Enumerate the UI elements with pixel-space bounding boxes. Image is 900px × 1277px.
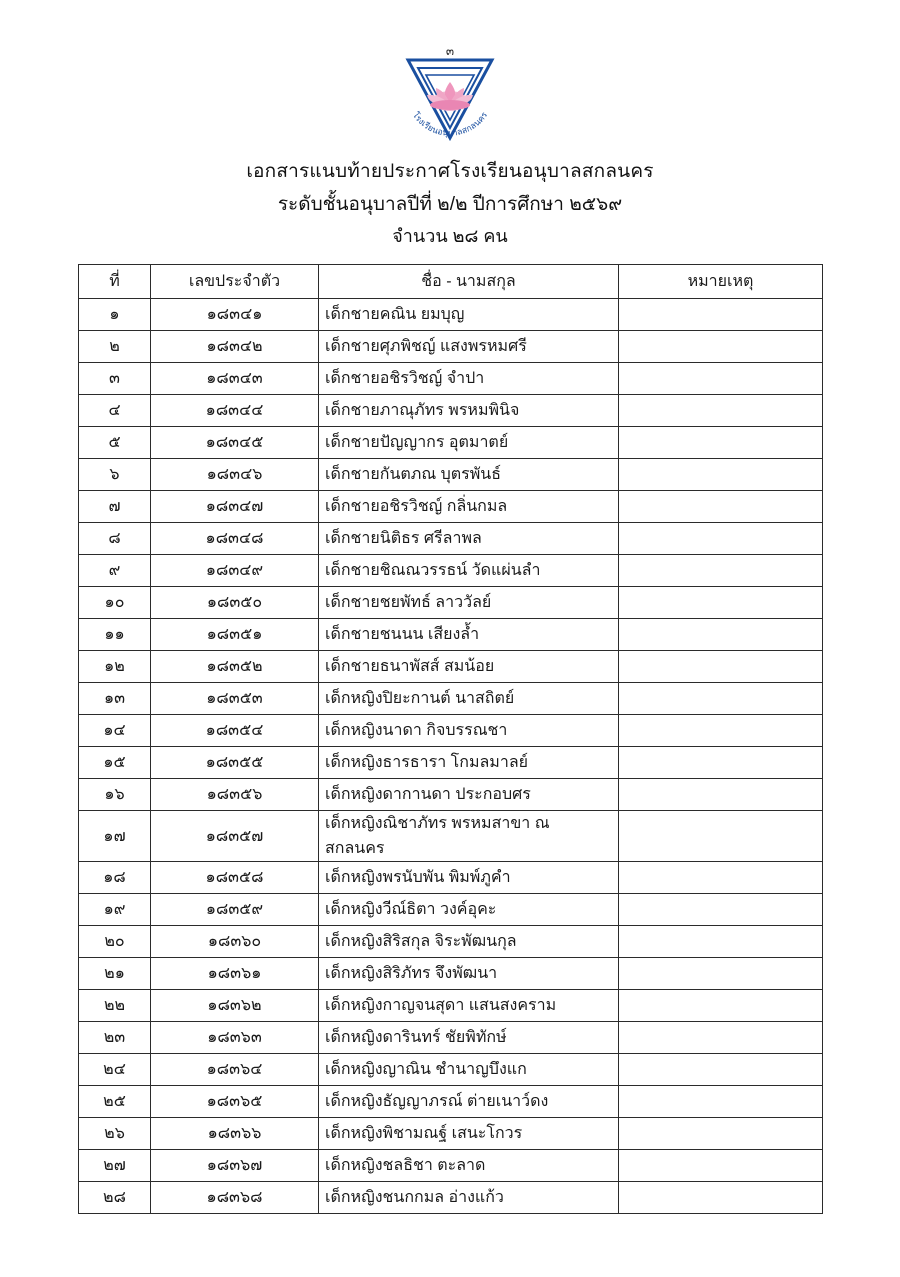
cell-no: ๒ <box>79 331 151 363</box>
column-header-note: หมายเหตุ <box>619 265 823 299</box>
table-row <box>79 779 823 811</box>
cell-note <box>619 926 823 958</box>
cell-note <box>619 459 823 491</box>
cell-student-id: ๑๘๓๕๐ <box>151 587 319 619</box>
cell-note <box>619 1086 823 1118</box>
cell-note <box>619 811 823 862</box>
cell-no: ๒๓ <box>79 1022 151 1054</box>
table-row <box>79 862 823 894</box>
cell-no: ๑๕ <box>79 747 151 779</box>
cell-no: ๑๗ <box>79 811 151 862</box>
cell-no: ๒๑ <box>79 958 151 990</box>
cell-no: ๒๔ <box>79 1054 151 1086</box>
cell-student-name: เด็กชายชนนน เสียงล้ำ <box>319 619 619 651</box>
cell-student-name: เด็กหญิงดารินทร์ ชัยพิทักษ์ <box>319 1022 619 1054</box>
cell-student-name: เด็กชายภาณุภัทร พรหมพินิจ <box>319 395 619 427</box>
cell-student-id: ๑๘๓๖๘ <box>151 1182 319 1214</box>
table-row <box>79 747 823 779</box>
heading-announcement: เอกสารแนบท้ายประกาศโรงเรียนอนุบาลสกลนคร <box>246 161 654 182</box>
cell-student-name: เด็กหญิงวีณ์ธิตา วงค์อุคะ <box>319 894 619 926</box>
table-row <box>79 1118 823 1150</box>
table-row <box>79 1182 823 1214</box>
cell-note <box>619 1182 823 1214</box>
cell-student-name: เด็กหญิงสิริสกุล จิระพัฒนกุล <box>319 926 619 958</box>
cell-student-id: ๑๘๓๔๔ <box>151 395 319 427</box>
cell-note <box>619 715 823 747</box>
cell-student-id: ๑๘๓๔๖ <box>151 459 319 491</box>
cell-no: ๔ <box>79 395 151 427</box>
cell-no: ๙ <box>79 555 151 587</box>
cell-student-id: ๑๘๓๖๕ <box>151 1086 319 1118</box>
cell-student-name: เด็กชายปัญญากร อุตมาตย์ <box>319 427 619 459</box>
cell-student-name: เด็กหญิงสิริภัทร จึงพัฒนา <box>319 958 619 990</box>
cell-no: ๒๗ <box>79 1150 151 1182</box>
cell-note <box>619 747 823 779</box>
lotus-emblem-icon <box>396 46 504 151</box>
cell-student-name: เด็กหญิงธัญญาภรณ์ ต่ายเนาว์ดง <box>319 1086 619 1118</box>
cell-student-id: ๑๘๓๔๘ <box>151 523 319 555</box>
cell-note <box>619 1054 823 1086</box>
table-row <box>79 715 823 747</box>
cell-note <box>619 523 823 555</box>
cell-student-id: ๑๘๓๕๑ <box>151 619 319 651</box>
cell-no: ๒๖ <box>79 1118 151 1150</box>
cell-student-id: ๑๘๓๕๘ <box>151 862 319 894</box>
table-row <box>79 363 823 395</box>
table-row <box>79 1086 823 1118</box>
table-row <box>79 894 823 926</box>
table-row <box>79 427 823 459</box>
cell-student-name: เด็กชายชิณณวรรธน์ วัดแผ่นลำ <box>319 555 619 587</box>
cell-student-name: เด็กชายกันตภณ บุตรพันธ์ <box>319 459 619 491</box>
cell-note <box>619 862 823 894</box>
cell-note <box>619 683 823 715</box>
cell-no: ๑๓ <box>79 683 151 715</box>
cell-note <box>619 958 823 990</box>
table-row <box>79 926 823 958</box>
cell-note <box>619 1022 823 1054</box>
document-heading <box>78 158 822 250</box>
cell-student-id: ๑๘๓๖๓ <box>151 1022 319 1054</box>
cell-no: ๒๒ <box>79 990 151 1022</box>
cell-student-name: เด็กชายอชิรวิชญ์ จำปา <box>319 363 619 395</box>
cell-student-name: เด็กชายธนาพัสส์ สมน้อย <box>319 651 619 683</box>
cell-student-name: เด็กชายนิติธร ศรีลาพล <box>319 523 619 555</box>
table-row <box>79 990 823 1022</box>
cell-note <box>619 363 823 395</box>
cell-student-name: เด็กหญิงณิชาภัทร พรหมสาขา ณ สกลนคร <box>319 811 619 862</box>
cell-no: ๒๕ <box>79 1086 151 1118</box>
cell-note <box>619 427 823 459</box>
cell-student-id: ๑๘๓๔๗ <box>151 491 319 523</box>
table-row <box>79 555 823 587</box>
column-header-no: ที่ <box>79 265 151 299</box>
table-row <box>79 958 823 990</box>
table-row <box>79 299 823 331</box>
cell-student-id: ๑๘๓๕๔ <box>151 715 319 747</box>
cell-note <box>619 555 823 587</box>
heading-count: จำนวน ๒๘ คน <box>392 226 508 246</box>
cell-student-id: ๑๘๓๔๑ <box>151 299 319 331</box>
table-row <box>79 1150 823 1182</box>
cell-note <box>619 651 823 683</box>
cell-note <box>619 299 823 331</box>
cell-student-id: ๑๘๓๔๙ <box>151 555 319 587</box>
cell-no: ๖ <box>79 459 151 491</box>
cell-note <box>619 331 823 363</box>
cell-note <box>619 395 823 427</box>
cell-student-name: เด็กหญิงดากานดา ประกอบศร <box>319 779 619 811</box>
cell-note <box>619 587 823 619</box>
cell-student-id: ๑๘๓๖๖ <box>151 1118 319 1150</box>
cell-student-id: ๑๘๓๔๕ <box>151 427 319 459</box>
cell-student-id: ๑๘๓๖๔ <box>151 1054 319 1086</box>
cell-no: ๑๒ <box>79 651 151 683</box>
table-row <box>79 523 823 555</box>
cell-no: ๒๐ <box>79 926 151 958</box>
cell-student-id: ๑๘๓๔๒ <box>151 331 319 363</box>
table-row <box>79 651 823 683</box>
cell-student-name: เด็กชายศุภพิชญ์ แสงพรหมศรี <box>319 331 619 363</box>
cell-note <box>619 779 823 811</box>
cell-note <box>619 619 823 651</box>
cell-no: ๑๑ <box>79 619 151 651</box>
cell-student-id: ๑๘๓๖๗ <box>151 1150 319 1182</box>
cell-student-id: ๑๘๓๕๒ <box>151 651 319 683</box>
cell-student-id: ๑๘๓๖๒ <box>151 990 319 1022</box>
cell-student-id: ๑๘๓๕๙ <box>151 894 319 926</box>
cell-no: ๕ <box>79 427 151 459</box>
table-row <box>79 1054 823 1086</box>
cell-no: ๗ <box>79 491 151 523</box>
cell-note <box>619 894 823 926</box>
table-row <box>79 1022 823 1054</box>
table-row <box>79 491 823 523</box>
table-header-row <box>79 265 823 299</box>
cell-student-id: ๑๘๓๖๑ <box>151 958 319 990</box>
logo-numeral: ๓ <box>445 44 455 58</box>
cell-note <box>619 1150 823 1182</box>
cell-no: ๑ <box>79 299 151 331</box>
table-row <box>79 811 823 862</box>
table-row <box>79 683 823 715</box>
cell-no: ๑๐ <box>79 587 151 619</box>
school-logo <box>78 46 822 154</box>
table-row <box>79 587 823 619</box>
cell-student-id: ๑๘๓๔๓ <box>151 363 319 395</box>
cell-no: ๑๘ <box>79 862 151 894</box>
cell-student-name: เด็กหญิงชนกกมล อ่างแก้ว <box>319 1182 619 1214</box>
cell-student-id: ๑๘๓๖๐ <box>151 926 319 958</box>
cell-student-name: เด็กชายคณิน ยมบุญ <box>319 299 619 331</box>
cell-note <box>619 1118 823 1150</box>
cell-student-name: เด็กหญิงธารธารา โกมลมาลย์ <box>319 747 619 779</box>
cell-student-name: เด็กหญิงนาดา กิจบรรณชา <box>319 715 619 747</box>
cell-student-name: เด็กหญิงพรนับพัน พิมพ์ภูคำ <box>319 862 619 894</box>
cell-no: ๑๖ <box>79 779 151 811</box>
table-row <box>79 619 823 651</box>
logo-graphic <box>396 46 504 151</box>
cell-student-id: ๑๘๓๕๖ <box>151 779 319 811</box>
cell-student-id: ๑๘๓๕๕ <box>151 747 319 779</box>
cell-student-name: เด็กหญิงชลธิชา ตะลาด <box>319 1150 619 1182</box>
cell-student-name: เด็กหญิงพิชามณฐ์ เสนะโกวร <box>319 1118 619 1150</box>
heading-class-year: ระดับชั้นอนุบาลปีที่ ๒/๒ ปีการศึกษา ๒๕๖๙ <box>277 193 623 215</box>
cell-student-name: เด็กหญิงญาณิน ชำนาญบึงแก <box>319 1054 619 1086</box>
column-header-id: เลขประจำตัว <box>151 265 319 299</box>
cell-student-id: ๑๘๓๕๓ <box>151 683 319 715</box>
table-row <box>79 395 823 427</box>
cell-student-name: เด็กหญิงกาญจนสุดา แสนสงคราม <box>319 990 619 1022</box>
student-roster-table <box>78 264 823 1214</box>
cell-no: ๑๙ <box>79 894 151 926</box>
svg-text:โรงเรียนอนุบาลสกลนคร: โรงเรียนอนุบาลสกลนคร <box>410 110 490 138</box>
cell-student-name: เด็กชายชยพัทธ์ ลาววัลย์ <box>319 587 619 619</box>
cell-student-name: เด็กหญิงปิยะกานต์ นาสถิตย์ <box>319 683 619 715</box>
cell-note <box>619 990 823 1022</box>
cell-no: ๑๔ <box>79 715 151 747</box>
column-header-name: ชื่อ - นามสกุล <box>319 265 619 299</box>
cell-no: ๘ <box>79 523 151 555</box>
cell-student-id: ๑๘๓๕๗ <box>151 811 319 862</box>
cell-note <box>619 491 823 523</box>
cell-no: ๒๘ <box>79 1182 151 1214</box>
table-row <box>79 331 823 363</box>
cell-student-name: เด็กชายอชิรวิชญ์ กลิ่นกมล <box>319 491 619 523</box>
cell-no: ๓ <box>79 363 151 395</box>
table-row <box>79 459 823 491</box>
